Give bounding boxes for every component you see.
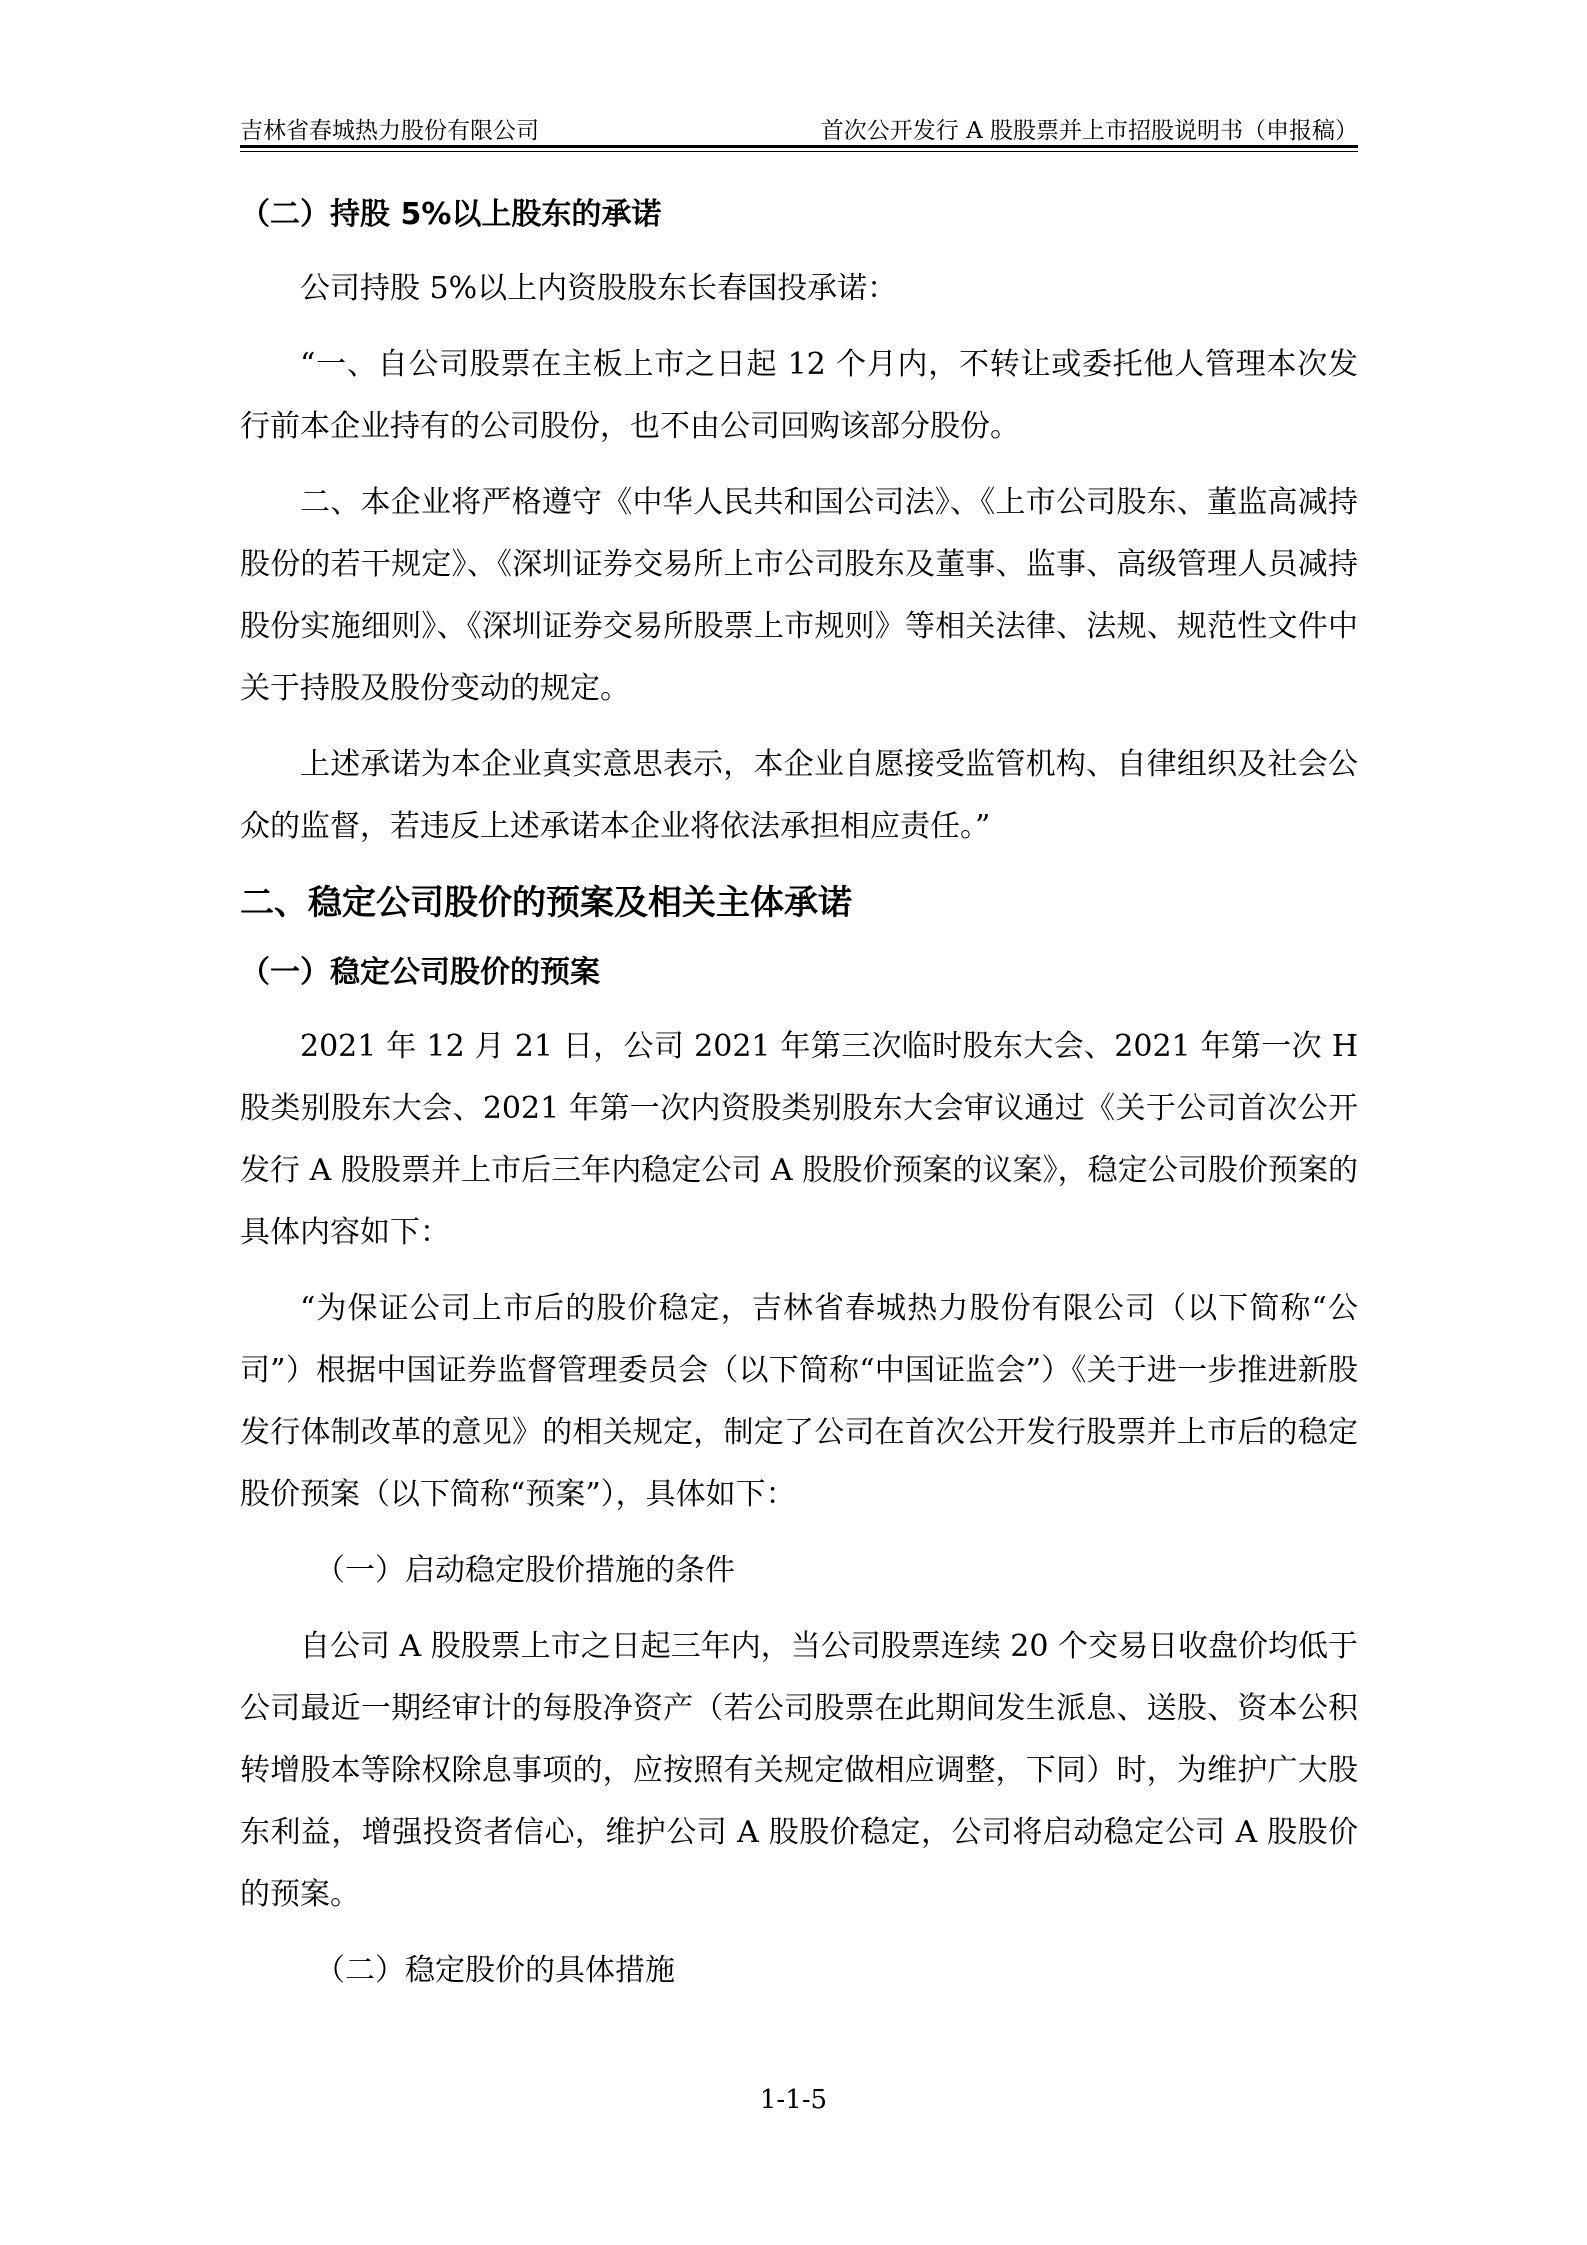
- paragraph: “为保证公司上市后的股价稳定，吉林省春城热力股份有限公司（以下简称“公司”）根据中国证券监督管理委员会（以下简称“中国证监会”）《关于进一步推进新股发行体制改革的意见》的相关规定，制定了公司在首次公开发行股票并上市后的稳定股价预案（以下简称“预案”），具体如下：: [240, 1291, 1358, 1512]
- paragraph: 二、本企业将严格遵守《中华人民共和国公司法》、《上市公司股东、董监高减持股份的若干规定》、《深圳证券交易所上市公司股东及董事、监事、高级管理人员减持股份实施细则》、《深圳证券交易所股票上市规则》等相关法律、法规、规范性文件中关于持股及股份变动的规定。: [240, 485, 1358, 706]
- section-heading-stabilization: 二、稳定公司股价的预案及相关主体承诺: [240, 883, 852, 923]
- page-header: [240, 106, 1358, 146]
- paragraph: “一、自公司股票在主板上市之日起 12 个月内，不转让或委托他人管理本次发行前本企业持有的公司股份，也不由公司回购该部分股份。: [240, 347, 1358, 444]
- paragraph: 上述承诺为本企业真实意思表示，本企业自愿接受监管机构、自律组织及社会公众的监督，若违反上述承诺本企业将依法承担相应责任。”: [240, 747, 1358, 844]
- header-company-name: 吉林省春城热力股份有限公司: [240, 118, 539, 144]
- section-heading-shareholder-commitment: （二）持股 5%以上股东的承诺: [240, 197, 662, 232]
- header-divider: [240, 145, 1358, 148]
- header-document-title: 首次公开发行 A 股股票并上市招股说明书（申报稿）: [820, 118, 1358, 144]
- document-body: [240, 186, 1358, 2016]
- paragraph: 自公司 A 股股票上市之日起三年内，当公司股票连续 20 个交易日收盘价均低于公司最近一期经审计的每股净资产（若公司股票在此期间发生派息、送股、资本公积转增股本等除权除息事项的，应按照有关规定做相应调整，下同）时，为维护广大股东利益，增强投资者信心，维护公司 A 股股价稳定，公司将启动稳定公司 A 股股价的预案。: [240, 1629, 1358, 1912]
- header-divider-thin: [240, 151, 1358, 152]
- subheading-specific-measures: （二）稳定股价的具体措施: [315, 1953, 675, 1988]
- subheading-trigger-conditions: （一）启动稳定股价措施的条件: [315, 1553, 735, 1588]
- section-heading-stabilization-plan: （一）稳定公司股价的预案: [240, 955, 600, 990]
- paragraph: 公司持股 5%以上内资股股东长春国投承诺：: [300, 271, 898, 306]
- paragraph: 2021 年 12 月 21 日，公司 2021 年第三次临时股东大会、2021 年第一次 H 股类别股东大会、2021 年第一次内资股类别股东大会审议通过《关于公司首次公开发行 A 股股票并上市后三年内稳定公司 A 股股价预案的议案》，稳定公司股价预案的具体内容如下：: [240, 1029, 1358, 1250]
- page-number: 1-1-5: [759, 2085, 828, 2115]
